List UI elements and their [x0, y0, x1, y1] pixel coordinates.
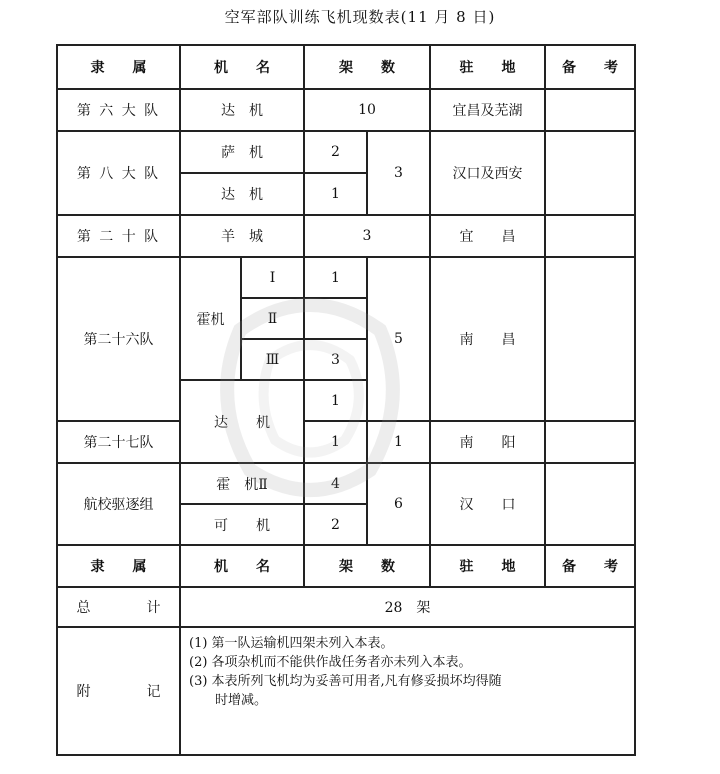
unit-cell: 第二十七队: [57, 421, 180, 463]
unit-cell: 第 六 大 队: [57, 89, 180, 131]
note-line: 时增减。: [215, 693, 268, 708]
total-count-cell: 1: [367, 421, 430, 463]
count-cell: 1: [304, 421, 367, 463]
total-row: [57, 587, 635, 627]
header-count: 架 数: [304, 45, 430, 89]
note-line: (2) 各项杂机而不能供作战任务者亦未列入本表。: [189, 655, 472, 670]
table-row: [57, 421, 635, 463]
aircraft-table: [56, 44, 636, 756]
model-cell: 达 机: [180, 89, 304, 131]
sub-model-cell: Ⅱ: [241, 298, 304, 339]
header-count: 架 数: [304, 545, 430, 587]
header-remarks: 备 考: [545, 545, 635, 587]
header-model: 机 名: [180, 545, 304, 587]
unit-cell: 第 二 十 队: [57, 215, 180, 257]
model-cell: 萨 机: [180, 131, 304, 173]
remarks-cell: [545, 421, 635, 463]
total-count-cell: 5: [367, 257, 430, 421]
remarks-cell: [545, 131, 635, 215]
station-cell: 宜昌及芜湖: [430, 89, 545, 131]
unit-cell: 航校驱逐组: [57, 463, 180, 545]
table-row: [57, 257, 635, 298]
station-cell: 宜 昌: [430, 215, 545, 257]
notes-cell: [180, 627, 635, 755]
model-cell: 羊 城: [180, 215, 304, 257]
table-title: 空军部队训练飞机现数表(11 月 8 日): [224, 8, 496, 26]
remarks-cell: [545, 215, 635, 257]
station-cell: 南 昌: [430, 257, 545, 421]
note-line: (3) 本表所列飞机均为妥善可用者,凡有修妥损坏均得随: [189, 674, 502, 689]
table-row: [57, 463, 635, 504]
total-count-cell: 6: [367, 463, 430, 545]
header-remarks: 备 考: [545, 45, 635, 89]
header-row: [57, 45, 635, 89]
header-row: [57, 545, 635, 587]
header-station: 驻 地: [430, 45, 545, 89]
header-unit: 隶 属: [57, 45, 180, 89]
total-value: 28 架: [180, 587, 635, 627]
count-cell: 1: [304, 257, 367, 298]
count-cell: 3: [304, 339, 367, 380]
notes-label: 附 记: [57, 627, 180, 755]
unit-cell: 第二十六队: [57, 257, 180, 421]
remarks-cell: [545, 463, 635, 545]
station-cell: 南 阳: [430, 421, 545, 463]
total-count-cell: 3: [367, 131, 430, 215]
station-cell: 汉口及西安: [430, 131, 545, 215]
table-row: [57, 131, 635, 173]
remarks-cell: [545, 257, 635, 421]
remarks-cell: [545, 89, 635, 131]
header-station: 驻 地: [430, 545, 545, 587]
count-cell: 10: [304, 89, 430, 131]
header-unit: 隶 属: [57, 545, 180, 587]
model-cell: 达 机: [180, 173, 304, 215]
station-cell: 汉 口: [430, 463, 545, 545]
group-model-cell: 霍机: [180, 257, 241, 380]
count-cell: [304, 298, 367, 339]
count-cell: 2: [304, 504, 367, 545]
notes-row: [57, 627, 635, 755]
count-cell: 3: [304, 215, 430, 257]
count-cell: 4: [304, 463, 367, 504]
shared-model-cell: 达 机: [180, 380, 304, 463]
model-cell: 可 机: [180, 504, 304, 545]
count-cell: 1: [304, 173, 367, 215]
count-cell: 1: [304, 380, 367, 421]
count-cell: 2: [304, 131, 367, 173]
sub-model-cell: Ⅲ: [241, 339, 304, 380]
sub-model-cell: Ⅰ: [241, 257, 304, 298]
total-label: 总 计: [57, 587, 180, 627]
header-model: 机 名: [180, 45, 304, 89]
table-row: [57, 215, 635, 257]
model-cell: 霍 机Ⅱ: [180, 463, 304, 504]
table-row: [57, 89, 635, 131]
unit-cell: 第 八 大 队: [57, 131, 180, 215]
note-line: (1) 第一队运输机四架未列入本表。: [189, 636, 394, 651]
